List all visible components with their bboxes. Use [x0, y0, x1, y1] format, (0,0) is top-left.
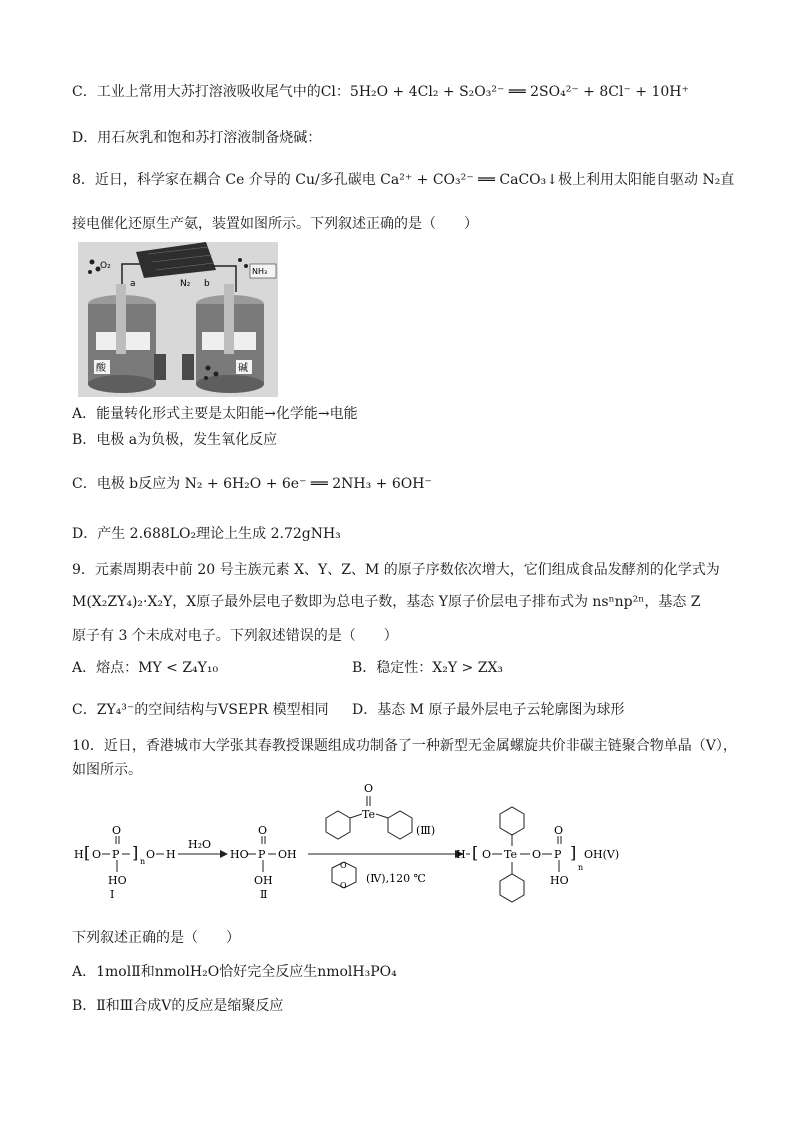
q10-option-a: A．1molⅡ和nmolH₂O恰好完全反应生nmolH₃PO₄	[72, 964, 397, 980]
svg-text:[: [	[472, 843, 479, 862]
svg-text:HO: HO	[230, 848, 249, 861]
electrolysis-cell-figure	[78, 242, 278, 397]
scheme-h2o: H₂O	[188, 838, 212, 851]
q8-option-d: D．产生 2.688LO₂理论上生成 2.72gNH₃	[72, 526, 341, 542]
q8-stem-line1: 8．近日，科学家在耦合 Ce 介导的 Cu/多孔碳电 Ca²⁺ + CO₃²⁻ ══ CaCO₃↓极上利用太阳能自驱动 N₂直	[72, 172, 735, 188]
svg-text:O: O	[340, 881, 347, 890]
svg-text:[: [	[84, 843, 91, 862]
q7-option-c-equation: ：5H₂O + 4Cl₂ + S₂O₃²⁻ ══ 2SO₄²⁻ + 8Cl⁻ + 10H⁺	[335, 84, 689, 100]
fig-label-acid: 酸	[96, 363, 106, 374]
svg-text:H: H	[456, 848, 466, 861]
svg-text:O: O	[364, 782, 374, 795]
q8-option-a: A．能量转化形式主要是太阳能→化学能→电能	[72, 406, 358, 422]
svg-text:OH: OH	[278, 848, 297, 861]
fig-label-b: b	[204, 279, 210, 289]
svg-text:O: O	[258, 824, 268, 837]
svg-text:OH: OH	[254, 874, 273, 887]
svg-text:]: ]	[570, 843, 577, 862]
q10-option-b: B．Ⅱ和Ⅲ合成Ⅴ的反应是缩聚反应	[72, 998, 284, 1014]
fig-label-nh3: NH₃	[252, 267, 268, 276]
svg-text:Te: Te	[362, 808, 375, 821]
q8-stem-line2: 接电催化还原生产氨，装置如图所示。下列叙述正确的是（ ）	[72, 216, 478, 232]
svg-text:O: O	[532, 848, 542, 861]
q9-stem-line1: 9．元素周期表中前 20 号主族元素 X、Y、Z、M 的原子序数依次增大，它们组成食品发酵剂的化学式为	[72, 562, 720, 578]
svg-text:H: H	[166, 848, 176, 861]
scheme-cond-iv: (Ⅳ),120 ℃	[366, 872, 426, 885]
svg-text:O: O	[340, 861, 347, 870]
fig-label-n2: N₂	[180, 279, 191, 289]
svg-text:O: O	[92, 848, 102, 861]
q9-option-c: C．ZY₄³⁻的空间结构与VSEPR 模型相同	[72, 702, 329, 718]
scheme-label-v: OH(V)	[584, 848, 620, 861]
scheme-label-i: Ⅰ	[110, 888, 115, 901]
q8-option-b: B．电极 a为负极，发生氧化反应	[72, 432, 278, 448]
svg-text:O: O	[146, 848, 156, 861]
svg-text:O: O	[112, 824, 122, 837]
q9-stem-line2: M(X₂ZY₄)₂·X₂Y，X原子最外层电子数即为总电子数，基态 Y原子价层电子排布式为 nsⁿnp²ⁿ，基态 Z	[72, 594, 701, 610]
q10-stem-line1: 10．近日，香港城市大学张其春教授课题组成功制备了一种新型无金属螺旋共价非碳主链聚合物单晶（V），	[72, 738, 737, 754]
fig-label-base: 碱	[238, 363, 248, 374]
svg-text:HO: HO	[550, 874, 569, 887]
q7-option-c	[72, 82, 689, 102]
q9-option-b: B．稳定性：X₂Y > ZX₃	[352, 660, 504, 676]
q8-option-c: C．电极 b反应为 N₂ + 6H₂O + 6e⁻ ══ 2NH₃ + 6OH⁻	[72, 476, 432, 492]
scheme-n-2: n	[578, 863, 584, 872]
scheme-cond-iii: (Ⅲ)	[416, 824, 436, 837]
q10-ask: 下列叙述正确的是（ ）	[72, 930, 240, 946]
scheme-n-1: n	[140, 857, 146, 866]
q9-option-a: A．熔点：MY < Z₄Y₁₀	[72, 660, 219, 676]
reaction-scheme	[70, 778, 740, 913]
scheme-label-ii: Ⅱ	[260, 888, 268, 901]
svg-text:O: O	[554, 824, 564, 837]
reaction-scheme-drawing	[70, 778, 740, 913]
fig-label-o2: O₂	[100, 261, 111, 271]
q7-option-d: D．用石灰乳和饱和苏打溶液制备烧碱：	[72, 130, 322, 146]
svg-text:P: P	[554, 848, 562, 861]
svg-text:]: ]	[132, 843, 139, 862]
svg-text:O: O	[482, 848, 492, 861]
svg-text:H: H	[74, 848, 84, 861]
electrolysis-cell-drawing	[78, 242, 278, 397]
q9-stem-line3: 原子有 3 个未成对电子。下列叙述错误的是（ ）	[72, 628, 398, 644]
q7-option-c-prefix: C．工业上常用大苏打溶液吸收尾气中的Cl	[72, 84, 336, 100]
svg-text:P: P	[112, 848, 120, 861]
q10-stem-line2: 如图所示。	[72, 762, 142, 778]
svg-text:P: P	[258, 848, 266, 861]
q9-option-d: D．基态 M 原子最外层电子云轮廓图为球形	[352, 702, 625, 718]
svg-text:Te: Te	[504, 848, 517, 861]
fig-label-a: a	[130, 279, 136, 289]
svg-text:HO: HO	[108, 874, 127, 887]
